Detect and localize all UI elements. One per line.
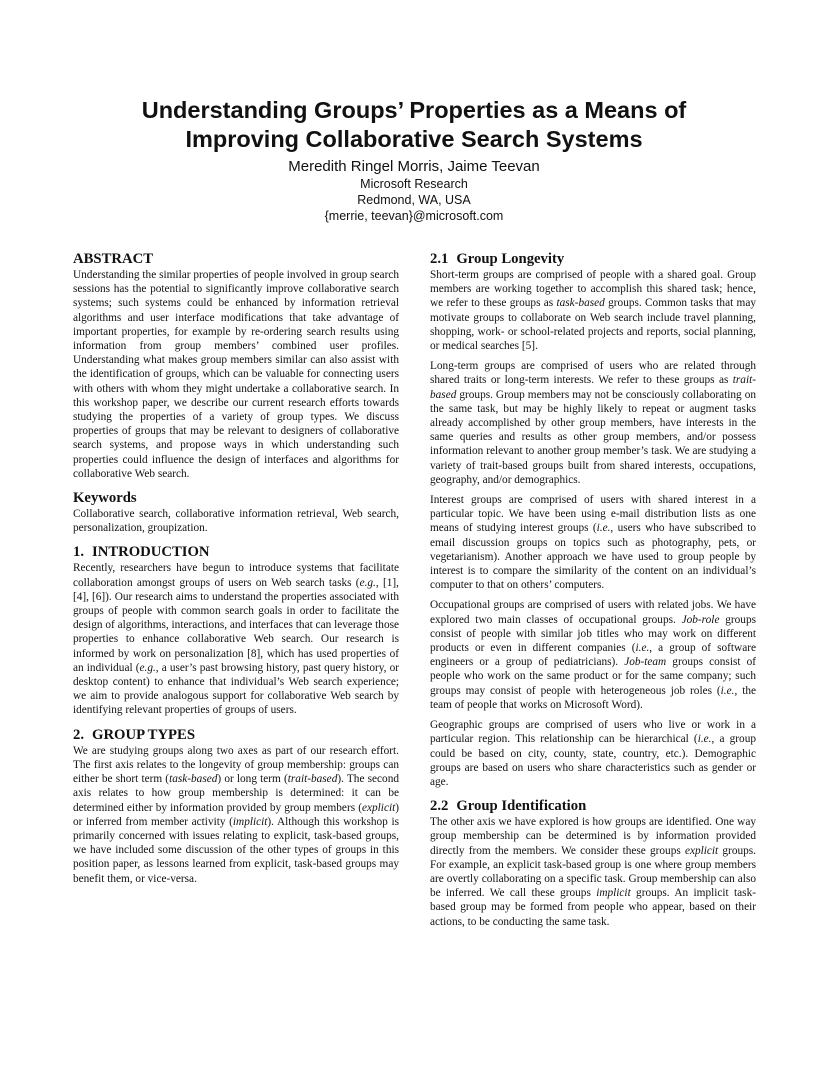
affiliation xyxy=(60,176,768,224)
body-paragraph xyxy=(430,718,756,789)
title-line-2: Improving Collaborative Search Systems xyxy=(185,126,643,152)
text-run: ). The second axis relates to how group membership is determined: it can be determined either by information provided by group members ( xyxy=(73,773,399,814)
text-run: Long-term groups are comprised of users who are related through shared traits or long-term interests. We refer to these groups as xyxy=(430,360,756,387)
italic-text: i.e. xyxy=(720,684,735,697)
body-paragraph xyxy=(430,598,756,712)
italic-text: i.e. xyxy=(635,642,650,655)
header-block xyxy=(60,96,768,224)
body-paragraph xyxy=(73,268,399,481)
body-paragraph xyxy=(73,507,399,535)
section-heading-text: Group Longevity xyxy=(456,251,565,267)
text-run: , a group of software engineers or a group of pediatricians). xyxy=(430,642,756,669)
text-run: , users who have subscribed to email discussion groups on topics such as photography, pets, or vegetarianism). Another approach we have used to group people by interest is to compare the similarity of the content on an individual’s computer to that on others’ computers. xyxy=(430,522,756,592)
section-heading xyxy=(73,250,399,268)
text-run: groups consist of people who work on the same product or for the same company; such groups may consist of people with heterogeneous job roles ( xyxy=(430,656,756,697)
section-heading-text: INTRODUCTION xyxy=(92,544,210,561)
section-heading-text: Group Identification xyxy=(456,798,587,815)
paper-title xyxy=(60,96,768,154)
body-paragraph xyxy=(430,493,756,592)
text-run: Occupational groups are comprised of users with related jobs. We have explored two main classes of occupational groups. xyxy=(430,599,756,626)
text-run: Short-term groups are comprised of people with a shared goal. Group members are working together to accomplish this shared task; hence, we refer to these groups as xyxy=(430,269,756,310)
section-heading-text: GROUP TYPES xyxy=(92,726,195,743)
text-run: , a group could be based on city, county, state, country, etc.). Demographic groups are based on users who share characteristics such as gender or age. xyxy=(430,733,757,788)
text-run: groups consist of people with similar job titles who may work on different products or even in different companies ( xyxy=(430,613,757,655)
text-run: groups. For example, an explicit task-based group is one where group members are overtly collaborating on a specific task. Group membership can also be inferred. We call these groups xyxy=(430,844,756,900)
body-paragraph xyxy=(73,561,399,717)
body-paragraph xyxy=(73,744,399,886)
author-list: Meredith Ringel Morris, Jaime Teevan xyxy=(288,158,540,175)
text-run: We are studying groups along two axes as part of our research effort. The first axis relates to the longevity of group membership: groups can either be short term ( xyxy=(73,744,399,786)
italic-text: i.e. xyxy=(697,733,712,746)
section-heading xyxy=(73,543,399,561)
text-run: groups. Common tasks that may motivate groups to collaborate on Web search include travel planning, shopping, work- or school-related projects and reports, social planning, or medical searches [5]. xyxy=(430,297,756,353)
section-number: 2.2 xyxy=(430,798,449,815)
section-abstract xyxy=(73,250,399,481)
section-heading-text: ABSTRACT xyxy=(73,251,153,267)
section-number: 1. xyxy=(73,544,85,561)
text-run: groups. Group members may not be consciously collaborating on the same task, but may be highly likely to repeat or augment tasks already accomplished by other group members, have interests in the same queries and results as other group members, and/or possess information relevant to another group member’s task. We are studying a variety of trait-based groups built from shared interests, occupations, geography, and/or demographics. xyxy=(430,388,756,486)
section-keywords xyxy=(73,489,399,535)
text-run: Understanding the similar properties of people involved in group search sessions has the potential to significantly improve collaborative search systems; such systems could be enhanced by information retrieval algorithms and user interface modifications that take advantage of important properties, for example by re-ordering search results using information from group members’ combined user profiles. Understanding what makes group members similar can also assist with the identification of groups, which can be valuable for connecting users with others with whom they might undertake a collaborative search. In this workshop paper, we describe our current research efforts towards studying the properties of a variety of group types. We discuss properties of groups that may be relevant to designers of collaborative search systems, and propose ways in which understanding such properties could influence the design of interfaces and algorithms for collaborative Web search. xyxy=(73,269,399,480)
section-group-identification xyxy=(430,797,756,929)
text-run: Collaborative search, collaborative information retrieval, Web search, personalization, groupization. xyxy=(73,508,399,535)
body-paragraph xyxy=(430,359,756,487)
italic-text: task-based xyxy=(169,773,218,786)
text-run: Interest groups are comprised of users with shared interest in a particular topic. We have been using e-mail distribution lists as one means of studying interest groups ( xyxy=(430,494,756,535)
section-number: 2. xyxy=(73,726,85,743)
affiliation-location: Redmond, WA, USA xyxy=(357,193,471,207)
italic-text: implicit xyxy=(596,887,631,900)
section-heading-text: Keywords xyxy=(73,490,137,507)
italic-text: explicit xyxy=(684,844,719,857)
text-run: The other axis we have explored is how groups are identified. One way group membership can be determined is by information provided directly from the members. We consider these groups xyxy=(430,816,756,857)
italic-text: trait-based xyxy=(287,773,338,786)
italic-text: e.g. xyxy=(139,661,156,674)
italic-text: task-based xyxy=(556,297,605,310)
italic-text: Job-role xyxy=(681,613,720,626)
section-heading xyxy=(430,250,756,268)
text-run: groups. An implicit task-based group may be formed from people who appear, based on their actions, to be conducting the same task. xyxy=(430,887,756,928)
section-introduction xyxy=(73,543,399,717)
text-run: ). Although this workshop is primarily concerned with issues relating to explicit, task-based groups, we have included some discussion of the other types of groups in this position paper, as lessons learned from explicit, task-based groups may benefit them, or vice-versa. xyxy=(73,815,399,885)
section-heading xyxy=(430,797,756,815)
title-line-1: Understanding Groups’ Properties as a Means of xyxy=(141,97,687,123)
right-column xyxy=(430,250,756,929)
text-run: , the team of people that works on Microsoft Word). xyxy=(430,684,756,711)
italic-text: implicit xyxy=(232,815,268,828)
affiliation-org: Microsoft Research xyxy=(360,177,468,191)
text-run: Geographic groups are comprised of users who live or work in a particular region. This relationship can be hierarchical ( xyxy=(430,719,756,746)
section-group-types xyxy=(73,726,399,886)
text-run: , [1], [4], [6]). Our research aims to understand the properties associated with groups of people with common search goals in order to facilitate the design of algorithms, interactions, and interfaces that can leverage those properties to enhance collaborative Web search. Our research is informed by work on personalization [8], which has used properties of an individual ( xyxy=(73,576,399,674)
italic-text: e.g. xyxy=(359,576,376,589)
text-run: ) or long term ( xyxy=(217,773,288,786)
italic-text: Job-team xyxy=(624,656,667,669)
italic-text: i.e. xyxy=(596,522,611,535)
body-paragraph xyxy=(430,815,756,929)
section-number: 2.1 xyxy=(430,251,449,267)
body-paragraph xyxy=(430,268,756,353)
text-run: ) or inferred from member activity ( xyxy=(73,801,399,828)
section-group-longevity xyxy=(430,250,756,789)
italic-text: explicit xyxy=(361,801,396,814)
affiliation-email: {merrie, teevan}@microsoft.com xyxy=(324,209,504,223)
section-heading xyxy=(73,726,399,744)
text-run: , a user’s past browsing history, past query history, or desktop content) to enhance that individual’s Web search experience; we aim to provide analogous support for collaborative Web search by identifying relevant properties of groups of users. xyxy=(73,661,399,717)
left-column xyxy=(73,250,399,886)
italic-text: trait-based xyxy=(430,374,756,401)
section-heading xyxy=(73,489,399,507)
text-run: Recently, researchers have begun to introduce systems that facilitate collaboration amongst groups of users on Web search tasks ( xyxy=(73,562,399,589)
